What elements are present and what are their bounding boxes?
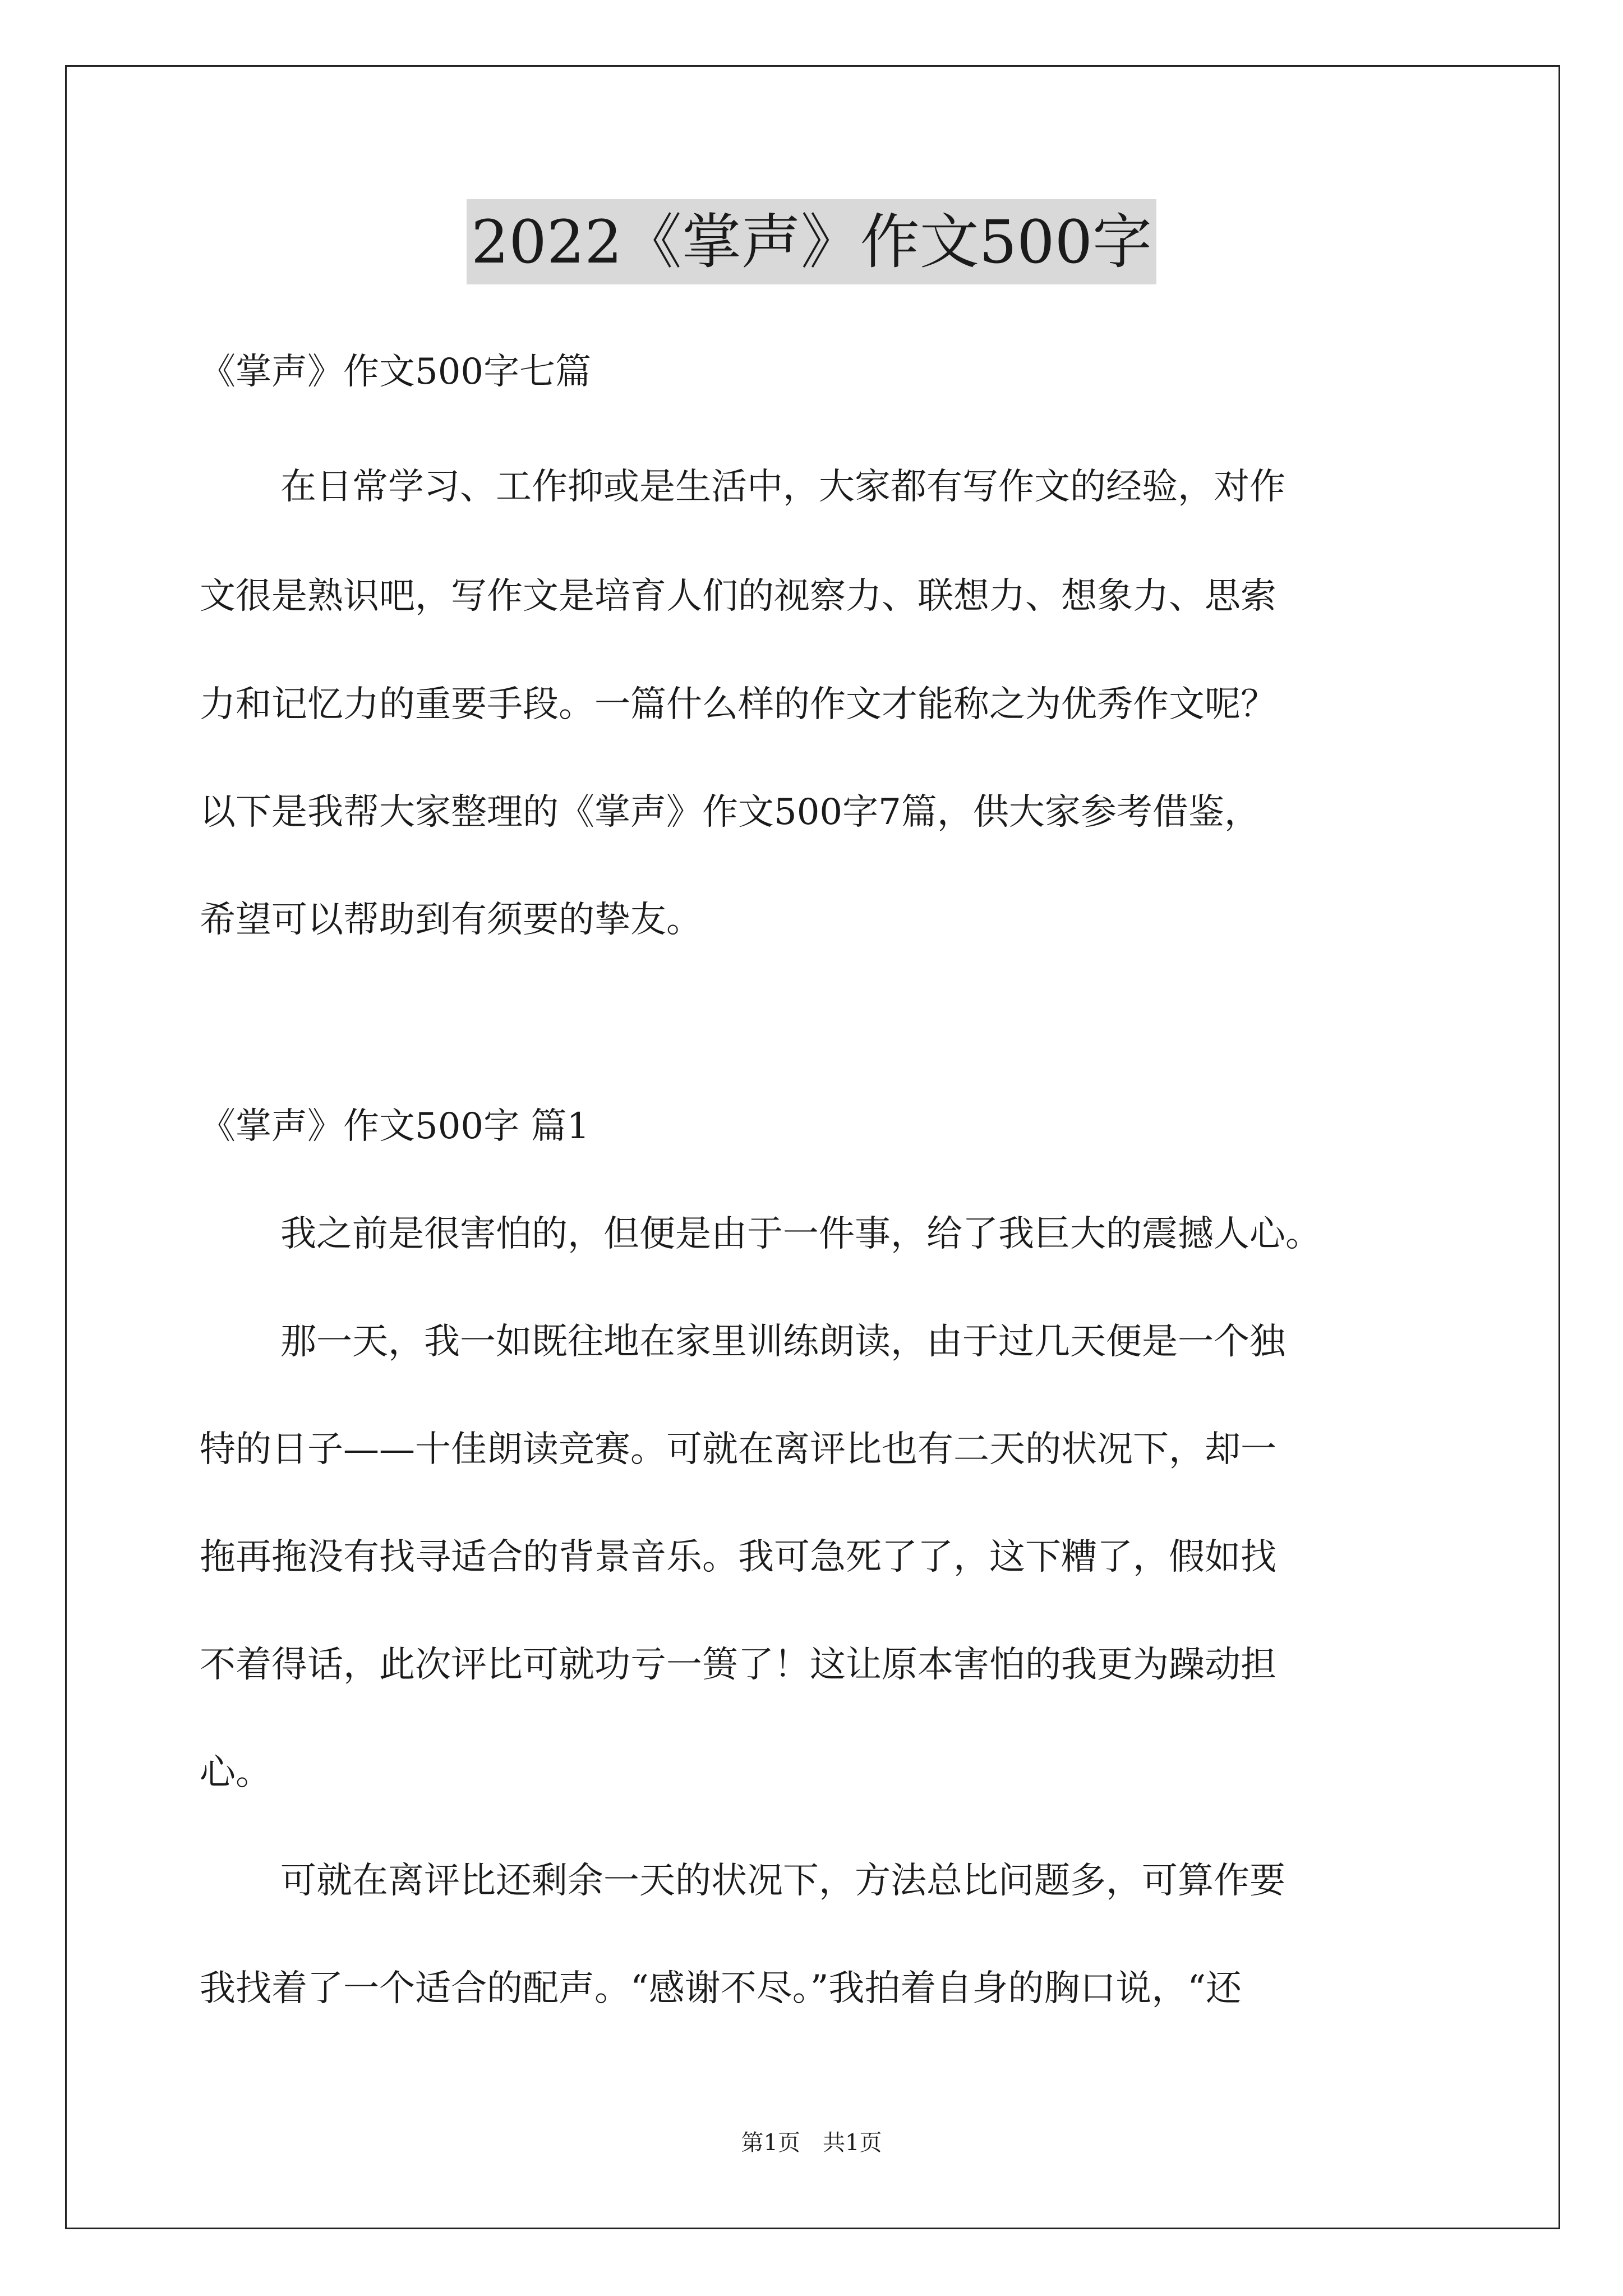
intro-line: 力和记忆力的重要手段。一篇什么样的作文才能称之为优秀作文呢？ [200, 684, 1276, 725]
document-title: 2022《掌声》作文500字 [467, 199, 1156, 284]
body-line: 不着得话，此次评比可就功亏一篑了！这让原本害怕的我更为躁动担 [200, 1644, 1276, 1686]
body-line: 那一天，我一如既往地在家里训练朗读，由于过几天便是一个独 [280, 1321, 1285, 1363]
body-line: 心。 [200, 1752, 271, 1793]
body-line: 可就在离评比还剩余一天的状况下，方法总比问题多，可算作要 [280, 1860, 1285, 1902]
title-container [0, 199, 1623, 284]
document-subtitle: 《掌声》作文500字七篇 [200, 351, 592, 393]
section-heading: 《掌声》作文500字 篇1 [200, 1106, 590, 1147]
page-total: 共1页 [823, 2130, 882, 2156]
body-line: 特的日子——十佳朗读竞赛。可就在离评比也有二天的状况下，却一 [200, 1429, 1276, 1470]
intro-line: 希望可以帮助到有须要的挚友。 [200, 899, 702, 941]
body-line: 我之前是很害怕的，但便是由于一件事，给了我巨大的震撼人心。 [280, 1213, 1321, 1255]
intro-line: 以下是我帮大家整理的《掌声》作文500字7篇，供大家参考借鉴， [200, 792, 1260, 833]
intro-line: 在日常学习、工作抑或是生活中，大家都有写作文的经验，对作 [280, 466, 1285, 508]
page-number: 第1页 [741, 2130, 800, 2156]
body-line: 拖再拖没有找寻适合的背景音乐。我可急死了了，这下糟了，假如找 [200, 1536, 1276, 1578]
page-footer [0, 2129, 1623, 2157]
intro-line: 文很是熟识吧，写作文是培育人们的视察力、联想力、想象力、思索 [200, 576, 1276, 617]
body-line: 我找着了一个适合的配声。“感谢不尽。”我拍着自身的胸口说，“还 [200, 1968, 1242, 2009]
